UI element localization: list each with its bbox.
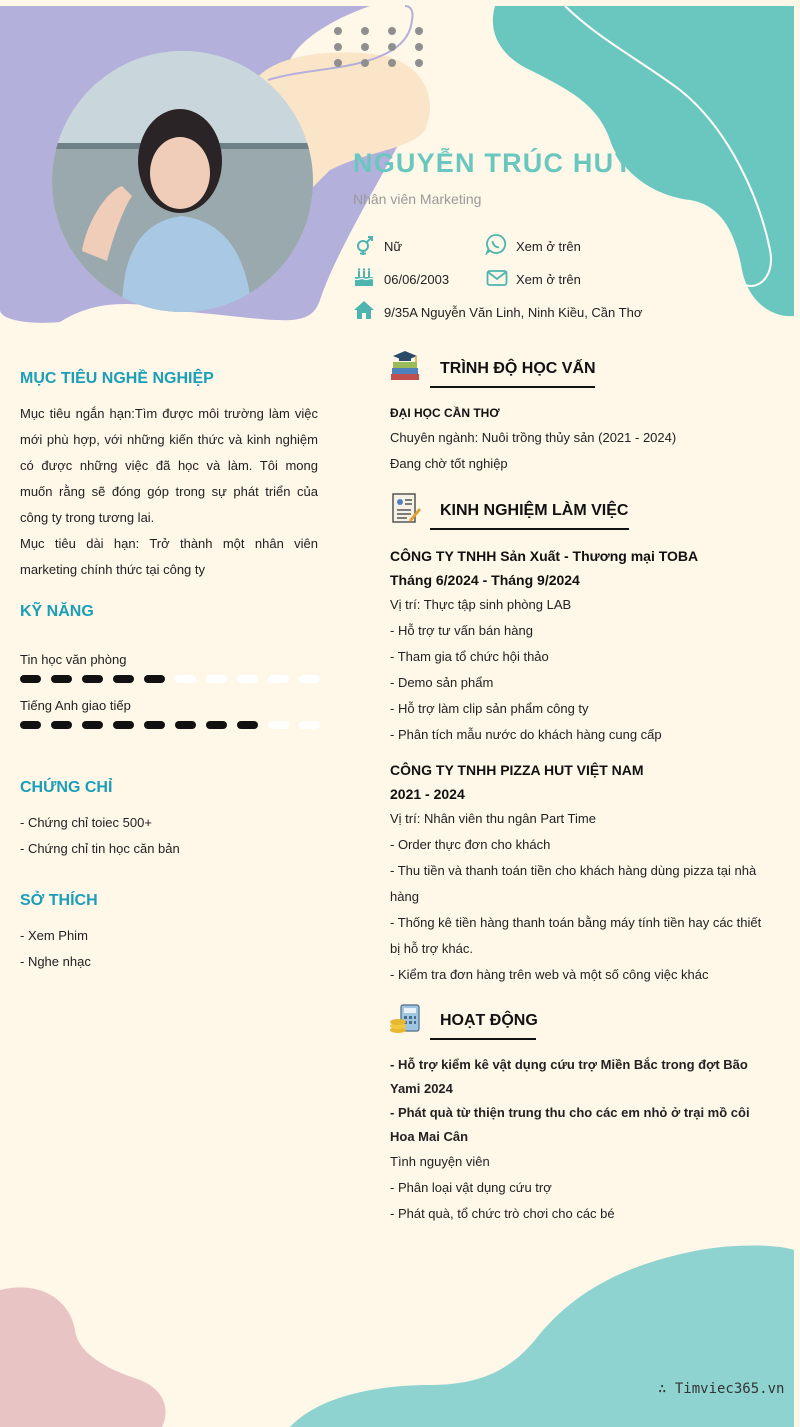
phone-value: Xem ở trên — [516, 239, 581, 254]
certificates-heading: CHỨNG CHỈ — [20, 779, 113, 796]
skill-rating — [20, 675, 320, 683]
coins-calculator-icon — [389, 1003, 421, 1035]
skill-dot-filled — [113, 721, 134, 729]
list-item: - Hỗ trợ tư vấn bán hàng — [390, 623, 533, 638]
resume-icon — [389, 492, 421, 524]
job-period: Tháng 6/2024 - Tháng 9/2024 — [390, 572, 580, 588]
skill-dot-filled — [82, 675, 103, 683]
list-item: - Hỗ trợ làm clip sản phẩm công ty — [390, 701, 589, 716]
job-position: Vị trí: Nhân viên thu ngân Part Time — [390, 811, 596, 826]
skill-dot-filled — [206, 721, 227, 729]
hobbies-list — [20, 923, 91, 975]
list-item: - Phân loại vật dụng cứu trợ — [390, 1180, 552, 1195]
long-term-goal: Mục tiêu dài hạn: Trở thành một nhân viên marketing chính thức tại công ty — [20, 536, 318, 577]
dob-value: 06/06/2003 — [384, 272, 450, 287]
company-name: CÔNG TY TNHH Sản Xuất - Thương mại TOBA — [390, 548, 699, 564]
skill-dot-empty — [206, 675, 227, 683]
major: Chuyên ngành: Nuôi trồng thủy sản (2021 - 2024) — [390, 430, 677, 445]
skills-heading: KỸ NĂNG — [20, 603, 94, 620]
skill-dot-empty — [268, 675, 289, 683]
list-item: - Chứng chỉ toiec 500+ — [20, 815, 152, 830]
skill-dot-empty — [299, 675, 320, 683]
education-details — [390, 425, 676, 477]
bottom-pink-blob — [0, 1287, 166, 1427]
skill-name: Tiếng Anh giao tiếp — [20, 698, 131, 713]
address-value: 9/35A Nguyễn Văn Linh, Ninh Kiều, Cần Thơ — [384, 305, 643, 320]
activities-list — [390, 1053, 770, 1227]
skill-dot-empty — [299, 721, 320, 729]
home-icon — [353, 299, 375, 321]
list-item: - Thu tiền và thanh toán tiền cho khách hàng dùng pizza tại nhà hàng — [390, 863, 757, 904]
skill-dot-empty — [268, 721, 289, 729]
list-item: - Thống kê tiền hàng thanh toán bằng máy tính tiền hay các thiết bị hỗ trợ khác. — [390, 915, 762, 956]
skill-rating — [20, 721, 320, 729]
job-period: 2021 - 2024 — [390, 786, 465, 802]
activities-heading: HOẠT ĐỘNG — [440, 1012, 538, 1029]
skill-office — [20, 651, 320, 683]
certificates-list — [20, 810, 180, 862]
skill-dot-filled — [144, 721, 165, 729]
skill-dot-empty — [237, 675, 258, 683]
list-item: - Chứng chỉ tin học căn bản — [20, 841, 180, 856]
list-item: - Phát quà từ thiện trung thu cho các em nhỏ ở trại mồ côi Hoa Mai Cân — [390, 1105, 750, 1144]
job-toba — [390, 544, 770, 748]
list-item: - Phân tích mẫu nước do khách hàng cung cấp — [390, 727, 662, 742]
list-item: - Demo sản phẩm — [390, 675, 494, 690]
skill-dot-filled — [20, 721, 41, 729]
bottom-teal-blob — [290, 1245, 794, 1427]
full-name: NGUYỄN TRÚC HUỲNH — [353, 148, 675, 178]
skill-english — [20, 697, 320, 729]
skill-dot-filled — [237, 721, 258, 729]
job-position: Vị trí: Thực tập sinh phòng LAB — [390, 597, 572, 612]
skill-dot-filled — [51, 675, 72, 683]
skill-dot-filled — [51, 721, 72, 729]
education-underline — [430, 386, 595, 388]
activities-underline — [430, 1038, 536, 1040]
skill-dot-filled — [113, 675, 134, 683]
whatsapp-icon — [485, 233, 507, 255]
job-pizza-hut — [390, 758, 770, 988]
skill-dot-empty — [175, 675, 196, 683]
status: Đang chờ tốt nghiệp — [390, 456, 508, 471]
career-goal-text — [20, 401, 318, 583]
email-value: Xem ở trên — [516, 272, 581, 287]
gender-value: Nữ — [384, 239, 403, 254]
envelope-icon — [486, 267, 508, 289]
list-item: - Kiểm tra đơn hàng trên web và một số công việc khác — [390, 967, 709, 982]
list-item: - Phát quà, tổ chức trò chơi cho các bé — [390, 1206, 615, 1221]
list-item: - Tham gia tổ chức hội thảo — [390, 649, 549, 664]
skill-dot-filled — [175, 721, 196, 729]
experience-underline — [430, 528, 629, 530]
books-icon — [389, 350, 421, 382]
career-goal-heading: MỤC TIÊU NGHỀ NGHIỆP — [20, 370, 214, 387]
profile-photo — [52, 51, 313, 312]
skill-dot-filled — [82, 721, 103, 729]
short-term-goal: Mục tiêu ngắn hạn:Tìm được môi trường làm việc mới phù hợp, với những kiến thức và kinh nghiệm có được những việc đã học và làm. Tôi mong muốn rằng sẽ đóng góp trong sự phát triển của công ty trong tương lai. — [20, 406, 318, 525]
skill-dot-filled — [144, 675, 165, 683]
education-heading: TRÌNH ĐỘ HỌC VẤN — [440, 360, 596, 377]
skill-dot-filled — [20, 675, 41, 683]
list-item: - Hỗ trợ kiểm kê vật dụng cứu trợ Miền Bắc trong đợt Bão Yami 2024 — [390, 1057, 748, 1096]
volunteer-heading: Tình nguyện viên — [390, 1154, 490, 1169]
list-item: - Xem Phim — [20, 928, 88, 943]
school-name: ĐẠI HỌC CẦN THƠ — [390, 406, 500, 420]
list-item: - Nghe nhạc — [20, 954, 91, 969]
list-item: - Order thực đơn cho khách — [390, 837, 551, 852]
company-name: CÔNG TY TNHH PIZZA HUT VIỆT NAM — [390, 762, 644, 778]
job-title: Nhân viên Marketing — [353, 191, 482, 207]
gender-icon — [354, 234, 376, 256]
experience-heading: KINH NGHIỆM LÀM VIỆC — [440, 502, 629, 519]
skill-name: Tin học văn phòng — [20, 652, 127, 667]
hobbies-heading: SỞ THÍCH — [20, 892, 98, 909]
watermark: ∴ Timviec365.vn — [658, 1381, 785, 1397]
cake-icon — [353, 266, 375, 288]
